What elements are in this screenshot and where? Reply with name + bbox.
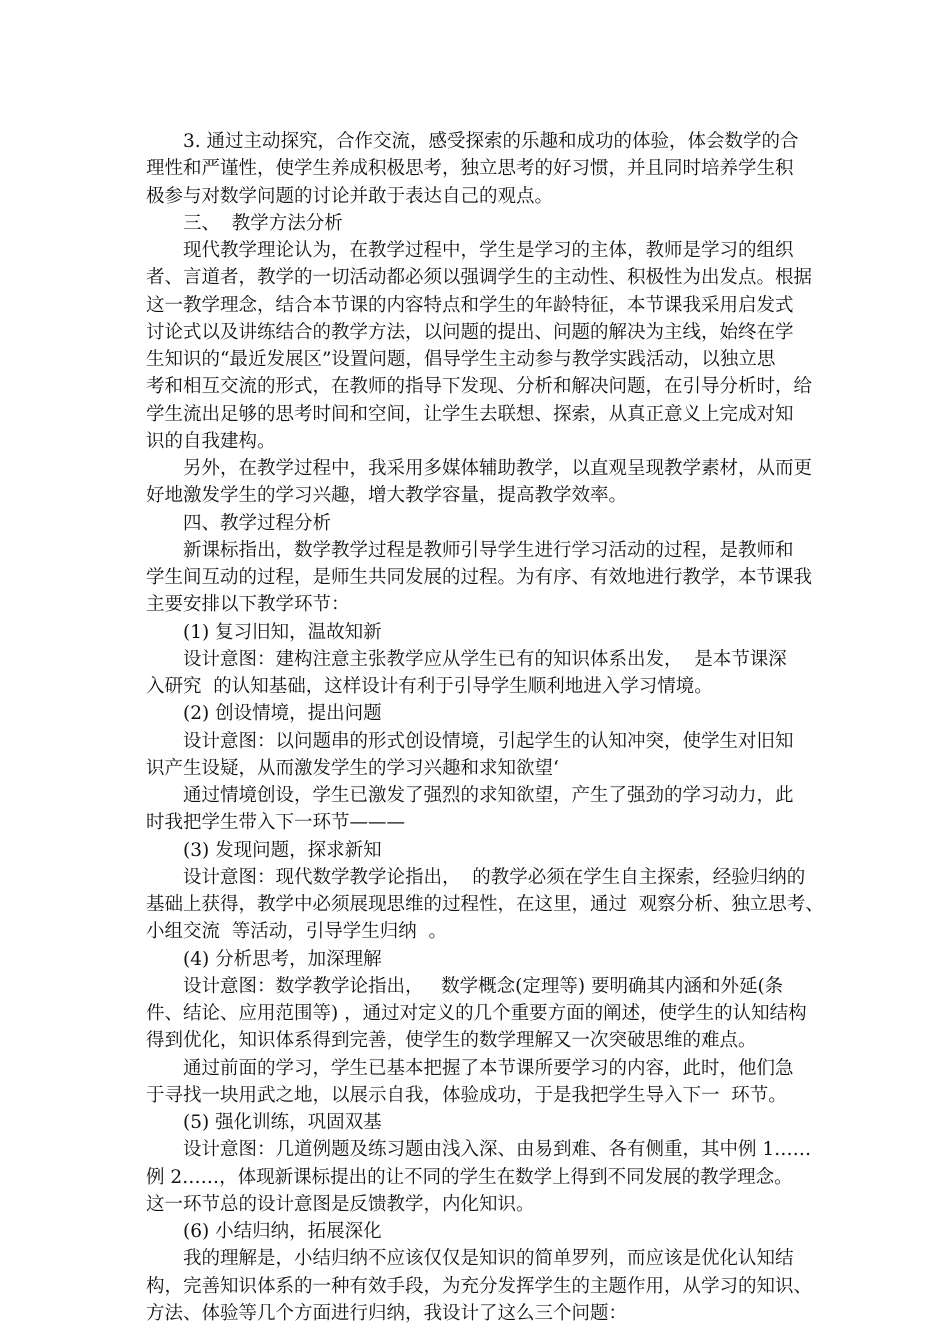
text-line: (4) 分析思考，加深理解 (183, 948, 382, 970)
text-line: 设计意图：几道例题及练习题由浅入深、由易到难、各有侧重，其中例 1…… (183, 1139, 812, 1161)
text-line: 另外，在教学过程中，我采用多媒体辅助教学，以直观呈现教学素材，从而更 (183, 458, 813, 479)
text-line: 入研究 的认知基础，这样设计有利于引导学生顺利地进入学习情境。 (146, 676, 713, 697)
text-line: 我的理解是，小结归纳不应该仅仅是知识的简单罗列，而应该是优化认知结 (183, 1248, 794, 1270)
text-line: 主要安排以下教学环节： (146, 594, 350, 616)
text-line: 这一环节总的设计意图是反馈教学，内化知识。 (146, 1193, 535, 1215)
text-line: 现代教学理论认为，在教学过程中，学生是学习的主体，教师是学习的组织 (183, 240, 794, 261)
text-line: 基础上获得，教学中必须展现思维的过程性，在这里，通过 观察分析、独立思考、 (146, 894, 824, 915)
text-line: 件、结论、应用范围等) ，通过对定义的几个重要方面的阐述，使学生的认知结构 (146, 1003, 807, 1024)
text-line: 讨论式以及讲练结合的教学方法，以问题的提出、问题的解决为主线，始终在学 (146, 321, 794, 343)
text-line: 考和相互交流的形式，在教师的指导下发现、分析和解决问题，在引导分析时，给 (146, 376, 813, 398)
text-line: 极参与对数学问题的讨论并敢于表达自己的观点。 (146, 185, 554, 207)
text-line: 好地激发学生的学习兴趣，增大教学容量，提高教学效率。 (146, 485, 628, 507)
text-line: (5) 强化训练，巩固双基 (183, 1112, 382, 1133)
text-line: 新课标指出，数学教学过程是教师引导学生进行学习活动的过程，是教师和 (183, 539, 794, 561)
text-line: 学生间互动的过程，是师生共同发展的过程。为有序、有效地进行教学，本节课我 (146, 567, 813, 588)
text-line: (6) 小结归纳，拓展深化 (183, 1221, 382, 1242)
text-line: 构，完善知识体系的一种有效手段，为充分发挥学生的主题作用，从学习的知识、 (146, 1275, 813, 1297)
text-line: 设计意图：以问题串的形式创设情境，引起学生的认知冲突，使学生对旧知 (183, 730, 794, 752)
text-line: 小组交流 等活动，引导学生归纳 。 (146, 921, 448, 943)
text-line: 方法、体验等几个方面进行归纳，我设计了这么三个问题： (146, 1302, 628, 1324)
text-line: (2) 创设情境，提出问题 (183, 703, 382, 725)
text-line: 例 2……，体现新课标提出的让不同的学生在数学上得到不同发展的教学理念。 (146, 1166, 793, 1188)
text-line: 识产生设疑，从而激发学生的学习兴趣和求知欲望‘ (146, 757, 559, 779)
text-line: 设计意图：数学教学论指出， 数学概念(定理等) 要明确其内涵和外延(条 (183, 975, 784, 997)
text-line: 通过情境创设，学生已激发了强烈的求知欲望，产生了强劲的学习动力，此 (183, 785, 794, 806)
text-line: 时我把学生带入下一环节——— (146, 812, 406, 834)
text-line: 通过前面的学习，学生已基本把握了本节课所要学习的内容，此时，他们急 (183, 1057, 794, 1079)
text-line: 设计意图：建构注意主张教学应从学生已有的知识体系出发， 是本节课深 (183, 648, 787, 670)
text-line: 设计意图：现代数学教学论指出， 的教学必须在学生自主探索，经验归纳的 (183, 866, 806, 888)
text-line: 于寻找一块用武之地，以展示自我，体验成功，于是我把学生导入下一 环节。 (146, 1084, 787, 1106)
text-line: (1) 复习旧知，温故知新 (183, 621, 382, 643)
text-line: 学生流出足够的思考时间和空间，让学生去联想、探索，从真正意义上完成对知 (146, 403, 794, 425)
text-line: 这一教学理念，结合本节课的内容特点和学生的年龄特征，本节课我采用启发式 (146, 294, 794, 316)
text-line: 四、教学过程分析 (183, 512, 332, 534)
text-line: 生知识的“最近发展区”设置问题，倡导学生主动参与教学实践活动，以独立思 (146, 349, 776, 370)
text-line: 识的自我建构。 (146, 430, 276, 452)
text-line: 者、言道者，教学的一切活动都必须以强调学生的主动性、积极性为出发点。根据 (146, 267, 813, 289)
text-line: 3. 通过主动探究，合作交流，感受探索的乐趣和成功的体验，体会数学的合 (183, 131, 799, 152)
text-line: 得到优化，知识体系得到完善，使学生的数学理解又一次突破思维的难点。 (146, 1030, 757, 1052)
text-line: 理性和严谨性，使学生养成积极思考，独立思考的好习惯，并且同时培养学生积 (146, 158, 794, 180)
text-line: 三、 教学方法分析 (183, 212, 343, 234)
text-line: (3) 发现问题，探求新知 (183, 839, 382, 861)
